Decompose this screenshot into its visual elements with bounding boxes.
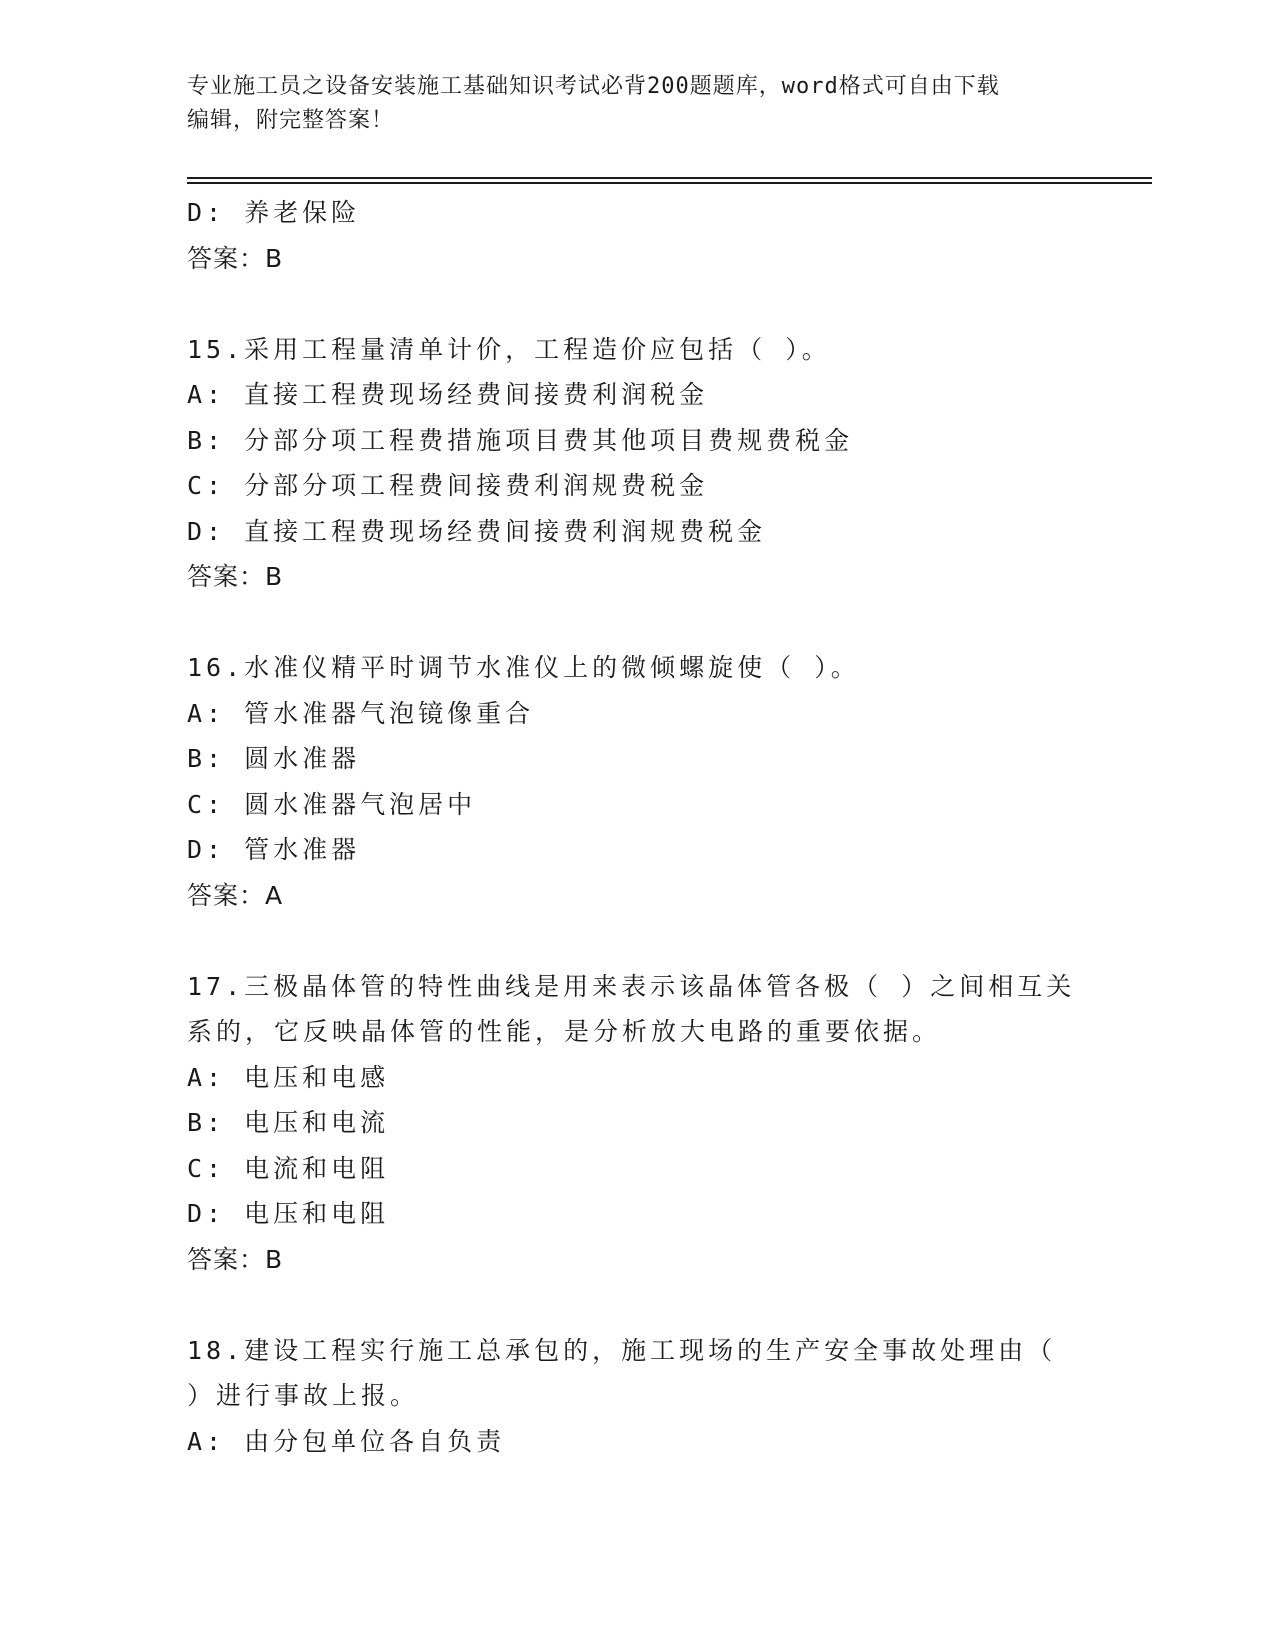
- question-stem-line-2: ）进行事故上报。: [187, 1381, 420, 1410]
- option-d: D: 直接工程费现场经费间接费利润规费税金: [187, 516, 767, 546]
- question-stem-line-1: 18.建设工程实行施工总承包的，施工现场的生产安全事故处理由（: [187, 1335, 1057, 1365]
- answer: 答案：B: [187, 562, 284, 591]
- option-b: B: 分部分项工程费措施项目费其他项目费规费税金: [187, 425, 854, 455]
- option-d: D: 电压和电阻: [187, 1199, 390, 1228]
- spacer: [187, 918, 1087, 964]
- option-c: C: 圆水准器气泡居中: [187, 789, 477, 819]
- document-header: [187, 70, 1087, 138]
- question-18: [187, 1328, 1087, 1465]
- header-title-line-2: 编辑，附完整答案！: [187, 108, 395, 133]
- question-14-tail: [187, 190, 1087, 281]
- answer: 答案：B: [187, 243, 284, 273]
- option-b: B: 圆水准器: [187, 744, 361, 773]
- question-stem-line-1: 17.三极晶体管的特性曲线是用来表示该晶体管各极（ ）之间相互关: [187, 971, 1076, 1001]
- question-17: [187, 964, 1087, 1283]
- answer: 答案：A: [187, 880, 284, 910]
- question-stem: 15.采用工程量清单计价，工程造价应包括（ ）。: [187, 334, 831, 364]
- spacer: [187, 1282, 1087, 1328]
- header-title-line-1: 专业施工员之设备安装施工基础知识考试必背200题题库，word格式可自由下载: [187, 74, 1000, 99]
- answer: 答案：B: [187, 1244, 284, 1274]
- spacer: [187, 600, 1087, 646]
- option-b: B: 电压和电流: [187, 1108, 390, 1137]
- question-list: [187, 190, 1087, 1464]
- question-stem-line-2: 系的，它反映晶体管的性能，是分析放大电路的重要依据。: [187, 1017, 942, 1046]
- header-divider-bottom: [187, 182, 1152, 184]
- question-stem: 16.水准仪精平时调节水准仪上的微倾螺旋使（ ）。: [187, 653, 860, 682]
- header-divider-top: [187, 177, 1152, 179]
- question-15: [187, 327, 1087, 600]
- option-a: A: 管水准器气泡镜像重合: [187, 698, 535, 728]
- question-16: [187, 645, 1087, 918]
- option-a: A: 电压和电感: [187, 1062, 390, 1092]
- option-d: D: 管水准器: [187, 835, 361, 864]
- option-c: C: 分部分项工程费间接费利润规费税金: [187, 471, 709, 500]
- spacer: [187, 281, 1087, 327]
- option-a: A: 直接工程费现场经费间接费利润税金: [187, 380, 709, 409]
- option-c: C: 电流和电阻: [187, 1153, 390, 1183]
- option-a: A: 由分包单位各自负责: [187, 1426, 506, 1456]
- option-d: D: 养老保险: [187, 198, 361, 227]
